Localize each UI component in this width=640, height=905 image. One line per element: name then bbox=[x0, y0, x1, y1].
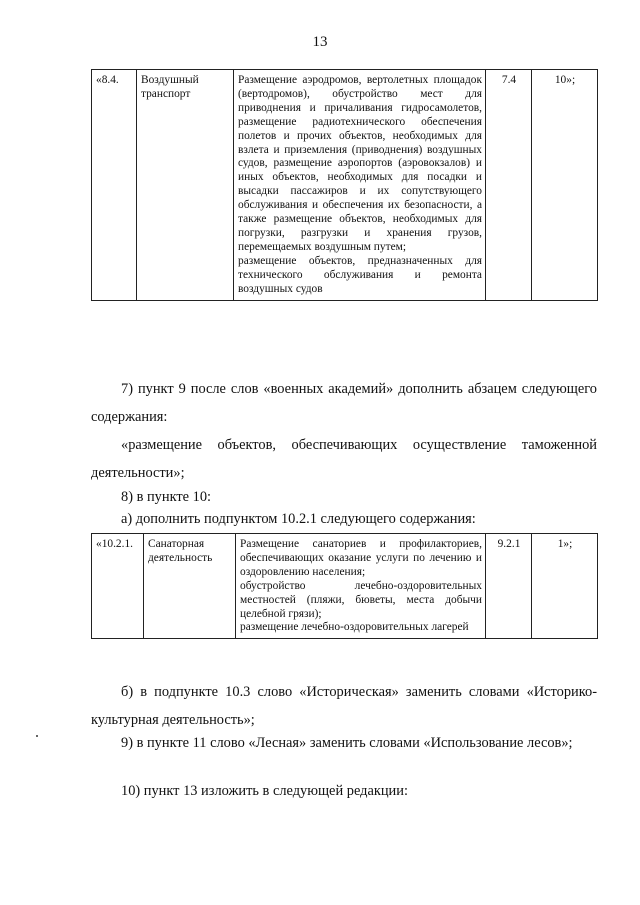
paragraph-8b: б) в подпункте 10.3 слово «Историческая» заменить словами «Историко-культурная деятельность»; bbox=[91, 684, 597, 728]
row-name: Санаторная деятельность bbox=[144, 534, 236, 639]
description-paragraph: Размещение аэродромов, вертолетных площадок (вертодромов), обустройство мест для приводнения и причаливания гидросамолетов, размещение радиотехнического обеспечения полетов и прочих объектов, необходимых для взлета и приземления (приводнения) воздушных судов, размещение аэропортов (аэровокзалов) и иных объектов, необходимых для посадки и высадки пассажиров и их сопутствующего обслуживания и обеспечения их безопасности, а также размещение объектов, необходимых для погрузки, разгрузки и хранения грузов, перемещаемых воздушным путем; bbox=[238, 74, 482, 253]
scan-speck bbox=[36, 735, 38, 737]
table-row bbox=[92, 70, 598, 301]
table-air-transport bbox=[91, 69, 598, 301]
paragraph-7: 7) пункт 9 после слов «военных академий» дополнить абзацем следующего содержания: bbox=[91, 381, 597, 425]
row-name: Воздушный транспорт bbox=[137, 70, 234, 301]
paragraph-8a: а) дополнить подпунктом 10.2.1 следующего содержания: bbox=[121, 511, 476, 527]
row-column5: 10»; bbox=[532, 70, 598, 301]
row-column5: 1»; bbox=[532, 534, 598, 639]
table-row bbox=[92, 534, 598, 639]
row-description bbox=[236, 534, 486, 639]
row-code: «8.4. bbox=[92, 70, 137, 301]
paragraph-9: 9) в пункте 11 слово «Лесная» заменить словами «Использование лесов»; bbox=[121, 735, 573, 751]
paragraph-10: 10) пункт 13 изложить в следующей редакции: bbox=[121, 783, 408, 799]
paragraph-7-quote: «размещение объектов, обеспечивающих осуществление таможенной деятельности»; bbox=[91, 437, 597, 481]
description-paragraph: размещение объектов, предназначенных для технического обслуживания и ремонта воздушных судов bbox=[238, 254, 482, 295]
page-number: 13 bbox=[312, 34, 328, 50]
description-paragraph: размещение лечебно-оздоровительных лагерей bbox=[240, 621, 469, 634]
description-paragraph: Размещение санаториев и профилакториев, обеспечивающих оказание услуги по лечению и оздоровлению населения; bbox=[240, 538, 482, 578]
row-classifier: 9.2.1 bbox=[486, 534, 532, 639]
row-description bbox=[234, 70, 486, 301]
paragraph-8: 8) в пункте 10: bbox=[121, 489, 212, 505]
table-sanatorium bbox=[91, 533, 598, 639]
description-paragraph: обустройство лечебно-оздоровительных местностей (пляжи, бюветы, места добычи целебной грязи); bbox=[240, 579, 482, 620]
row-classifier: 7.4 bbox=[486, 70, 532, 301]
row-code: «10.2.1. bbox=[92, 534, 144, 639]
